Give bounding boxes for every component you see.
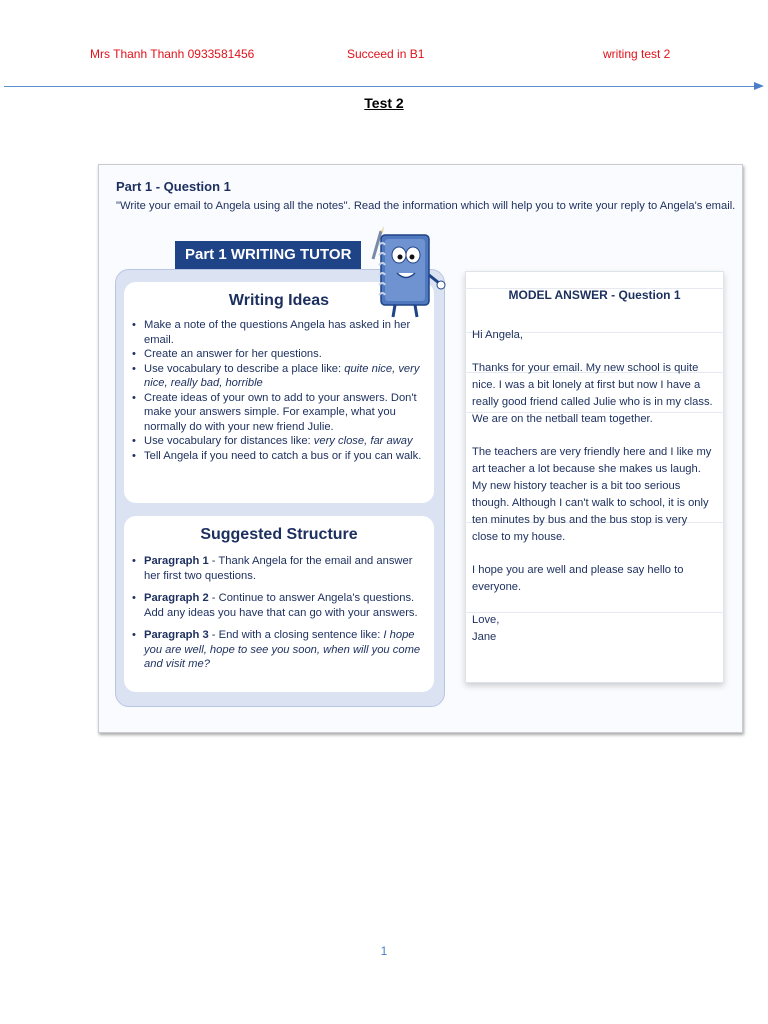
- structure-item: [132, 591, 426, 620]
- header-test-name: writing test 2: [603, 47, 671, 61]
- suggested-structure-box: [124, 516, 434, 692]
- page-title: [0, 95, 768, 111]
- structure-item-example: I hope you are well, hope to see you soon, when will you come and visit me?: [144, 629, 421, 670]
- writing-idea-item: [132, 434, 426, 449]
- writing-tutor-banner: Part 1 WRITING TUTOR: [175, 241, 361, 269]
- writing-idea-example: quite nice, very nice, really bad, horrible: [144, 362, 420, 389]
- writing-idea-item: [132, 362, 426, 391]
- writing-idea-item: [132, 391, 426, 435]
- header-course: Succeed in B1: [347, 47, 425, 61]
- structure-paragraph-label: Paragraph 2: [144, 592, 209, 604]
- writing-idea-text: Create an answer for her questions.: [144, 348, 322, 360]
- page-number: 1: [380, 944, 388, 958]
- scanned-exercise: [98, 164, 743, 733]
- writing-idea-item: [132, 347, 426, 362]
- structure-paragraph-label: Paragraph 1: [144, 555, 209, 567]
- writing-ideas-title: Writing Ideas: [228, 292, 330, 309]
- structure-item-text: - Thank Angela for the email and answer her first two questions.: [144, 555, 413, 582]
- model-answer-letter: [472, 327, 716, 646]
- instruction-text: "Write your email to Angela using all the notes". Read the information which will help you to write your reply to Angela's email.: [116, 200, 736, 212]
- writing-idea-item: [132, 318, 426, 347]
- structure-item-text: - Continue to answer Angela's questions. Add any ideas you have that can go with your answers.: [144, 592, 418, 619]
- letter-paragraph-2: The teachers are very friendly here and I like my art teacher a lot because she makes us laugh. My new history teacher is a bit too serious though. Although I can't walk to school, it is only ten minutes by bus and the bus stop is very close to my house.: [472, 446, 712, 543]
- letter-paragraph-3: I hope you are well and please say hello to everyone.: [472, 564, 684, 593]
- structure-item: [132, 628, 426, 672]
- writing-tutor-panel: [115, 269, 445, 707]
- suggested-structure-list: [124, 554, 434, 672]
- writing-idea-text: Make a note of the questions Angela has asked in her email.: [144, 319, 411, 346]
- structure-paragraph-label: Paragraph 3: [144, 629, 209, 641]
- structure-item: [132, 554, 426, 583]
- writing-idea-text: Use vocabulary for distances like:: [144, 435, 314, 447]
- model-answer-panel: [465, 271, 724, 683]
- letter-greeting: Hi Angela,: [472, 329, 523, 341]
- letter-closing: Love,: [472, 614, 500, 626]
- suggested-structure-title: Suggested Structure: [200, 526, 358, 543]
- writing-idea-text: Tell Angela if you need to catch a bus or if you can walk.: [144, 449, 422, 462]
- arrow-icon: [754, 82, 764, 90]
- structure-item-text: - End with a closing sentence like:: [208, 629, 384, 641]
- writing-idea-text: Use vocabulary to describe a place like:: [144, 362, 345, 375]
- letter-paragraph-1: Thanks for your email. My new school is quite nice. I was a bit lonely at first but now I have a really good friend called Julie who is in my class. We are on the netball team together.: [472, 362, 713, 425]
- writing-idea-text: Create ideas of your own to add to your answers. Don't make your answers simple. For example, what you normally do with your new friend Julie.: [144, 391, 417, 433]
- writing-idea-example: very close, far away: [313, 435, 413, 447]
- notebook-mascot-icon: [369, 225, 449, 320]
- model-answer-title: MODEL ANSWER - Question 1: [508, 288, 681, 302]
- writing-ideas-list: [124, 318, 434, 463]
- part-heading: Part 1 - Question 1: [116, 179, 231, 194]
- page-title-text: Test 2: [364, 95, 404, 111]
- header-rule: [4, 86, 756, 87]
- letter-signature: Jane: [472, 631, 497, 643]
- header-author: Mrs Thanh Thanh 0933581456: [90, 47, 255, 61]
- writing-idea-item: [132, 449, 426, 464]
